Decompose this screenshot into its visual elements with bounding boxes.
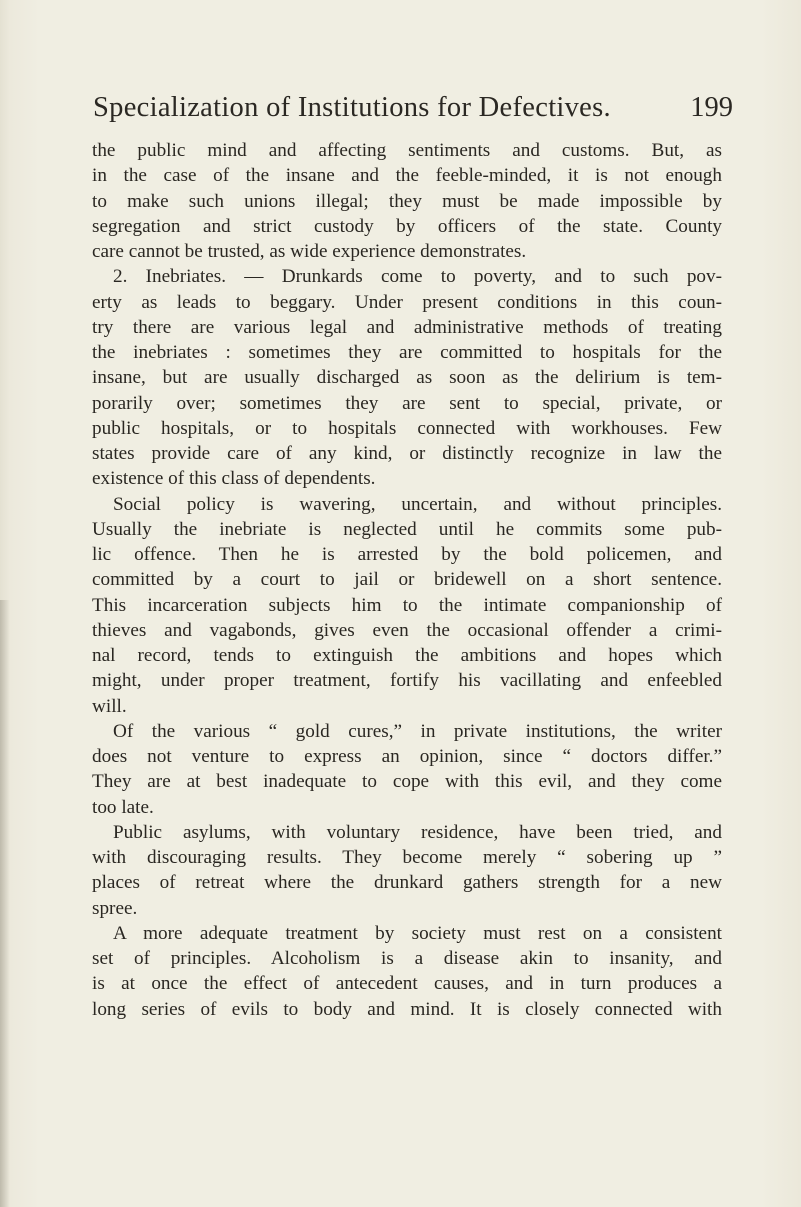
section-heading-line: 2. Inebriates. — Drunkards come to poverty, and to such pov-: [113, 266, 722, 288]
body-text: [92, 138, 722, 1022]
text-line: care cannot be trusted, as wide experience demonstrates.: [92, 241, 527, 262]
text-line: insane, but are usually discharged as soon as the delirium is tem-: [92, 367, 722, 389]
binding-shadow: [0, 600, 10, 1207]
text-line: Usually the inebriate is neglected until he commits some pub-: [92, 518, 722, 540]
text-line: set of principles. Alcoholism is a disease akin to insanity, and: [92, 948, 722, 969]
page-number: 199: [690, 92, 733, 123]
paragraph-start-line: Of the various “ gold cures,” in private institutions, the writer: [113, 720, 722, 742]
text-line: porarily over; sometimes they are sent to special, private, or: [92, 392, 722, 414]
text-line: existence of this class of dependents.: [92, 468, 376, 490]
text-line: long series of evils to body and mind. It is closely connected with: [92, 998, 722, 1020]
text-line: committed by a court to jail or bridewell on a short sentence.: [92, 569, 722, 591]
text-line: will.: [92, 695, 127, 717]
text-line: to make such unions illegal; they must be made impossible by: [92, 190, 722, 212]
text-line: is at once the effect of antecedent causes, and in turn produces a: [92, 973, 722, 995]
text-line: They are at best inadequate to cope with this evil, and they come: [92, 771, 722, 793]
text-line: segregation and strict custody by officers of the state. County: [92, 215, 722, 237]
text-line: places of retreat where the drunkard gathers strength for a new: [92, 872, 722, 894]
text-line: This incarceration subjects him to the intimate companionship of: [92, 594, 722, 616]
text-line: thieves and vagabonds, gives even the occasional offender a crimi-: [92, 619, 722, 641]
text-line: nal record, tends to extinguish the ambitions and hopes which: [92, 645, 722, 666]
text-line: in the case of the insane and the feeble-minded, it is not enough: [92, 165, 722, 187]
running-head: [93, 92, 733, 132]
running-title: Specialization of Institutions for Defectives.: [93, 92, 611, 123]
text-line: the public mind and affecting sentiments and customs. But, as: [92, 140, 722, 161]
text-line: public hospitals, or to hospitals connected with workhouses. Few: [92, 417, 722, 439]
text-line: too late.: [92, 796, 154, 818]
text-line: does not venture to express an opinion, since “ doctors differ.”: [92, 746, 722, 767]
paragraph-start-line: Public asylums, with voluntary residence, have been tried, and: [113, 821, 722, 843]
text-line: spree.: [92, 897, 138, 919]
paragraph-start-line: Social policy is wavering, uncertain, and without principles.: [113, 493, 722, 515]
text-line: states provide care of any kind, or distinctly recognize in law the: [92, 443, 722, 464]
text-line: with discouraging results. They become merely “ sobering up ”: [92, 847, 722, 868]
text-line: might, under proper treatment, fortify his vacillating and enfeebled: [92, 670, 722, 692]
paragraph-start-line: A more adequate treatment by society must rest on a consistent: [113, 922, 722, 944]
text-line: the inebriates : sometimes they are committed to hospitals for the: [92, 342, 722, 363]
text-line: erty as leads to beggary. Under present conditions in this coun-: [92, 291, 722, 313]
text-line: lic offence. Then he is arrested by the bold policemen, and: [92, 544, 722, 565]
text-line: try there are various legal and administrative methods of treating: [92, 316, 722, 338]
